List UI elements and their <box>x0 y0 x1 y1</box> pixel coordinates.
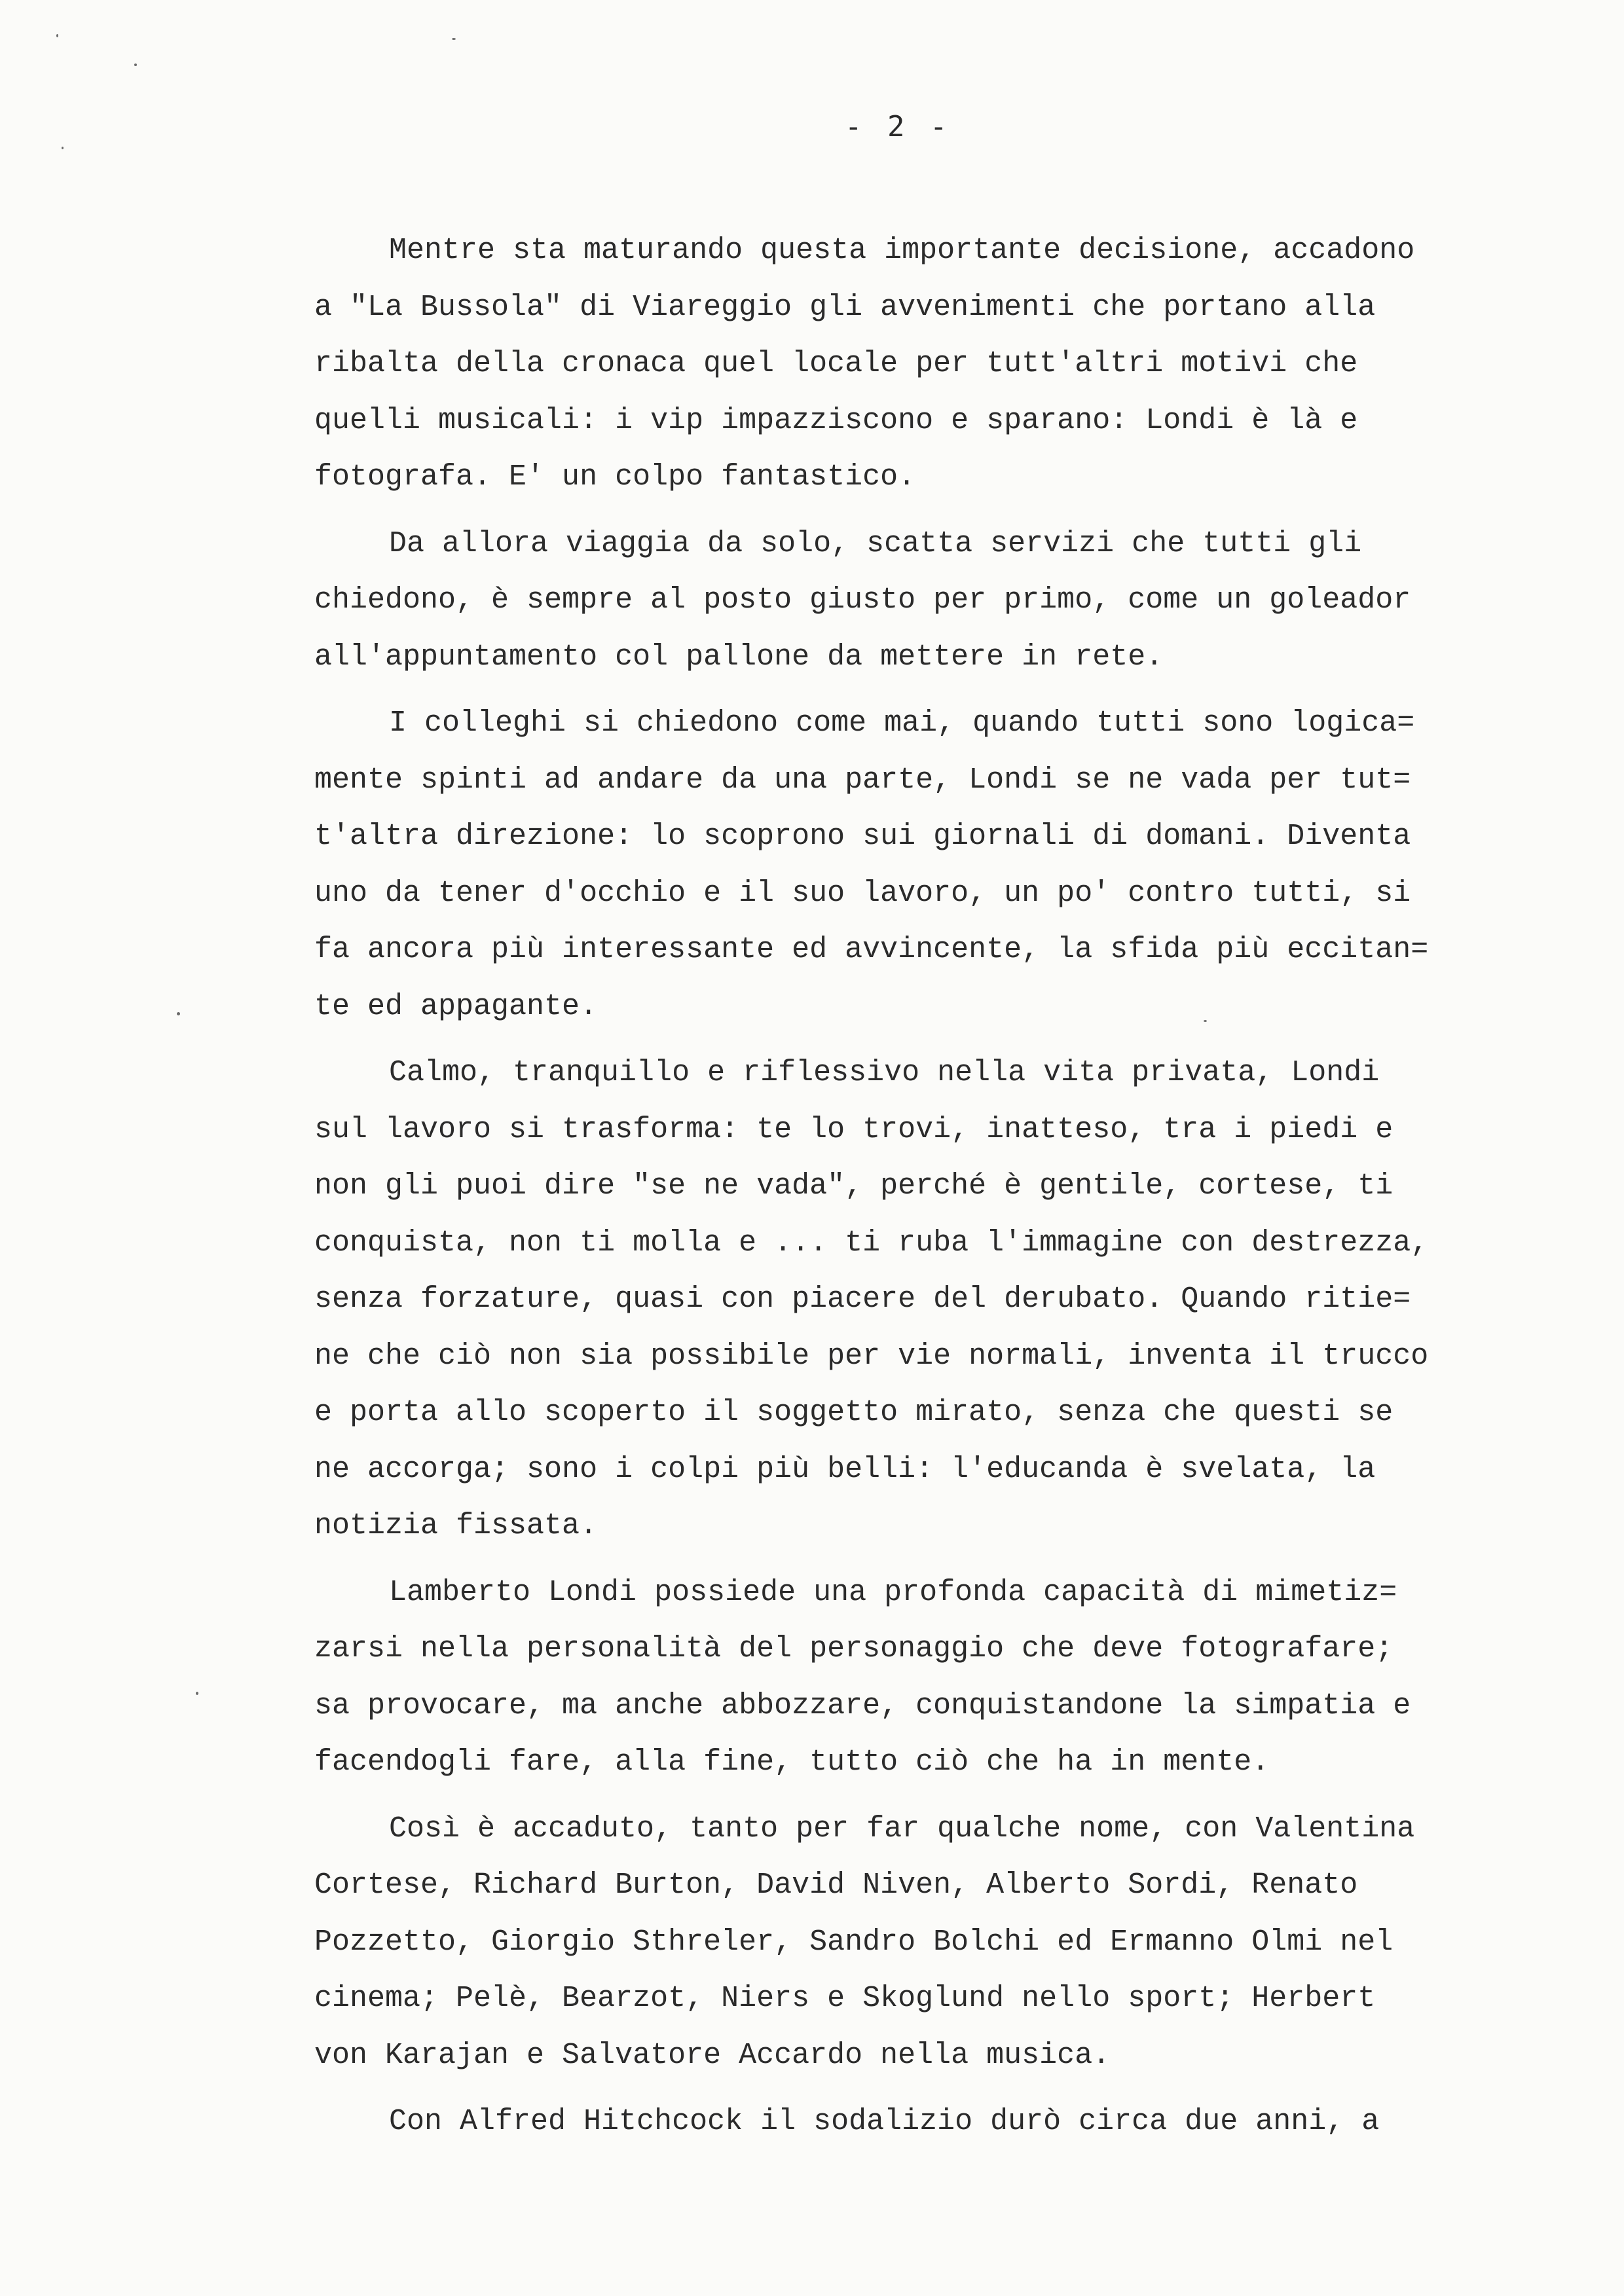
scan-speck <box>452 38 456 40</box>
text-line: chiedono, è sempre al posto giusto per primo, come un goleador <box>314 583 1411 617</box>
paragraph <box>314 1565 1572 1791</box>
text-line: all'appuntamento col pallone da mettere in rete. <box>314 640 1164 674</box>
text-line: notizia fissata. <box>314 1509 598 1542</box>
scan-speck <box>196 1692 198 1695</box>
text-line: t'altra direzione: lo scoprono sui giornali di domani. Diventa <box>314 820 1411 853</box>
text-line: senza forzature, quasi con piacere del derubato. Quando ritie= <box>314 1283 1411 1316</box>
text-line: sa provocare, ma anche abbozzare, conquistandone la simpatia e <box>314 1688 1411 1722</box>
text-line: fotografa. E' un colpo fantastico. <box>314 460 916 494</box>
text-line: Con Alfred Hitchcock il sodalizio durò circa due anni, a <box>389 2105 1380 2138</box>
text-line: cinema; Pelè, Bearzot, Niers e Skoglund nello sport; Herbert <box>314 1982 1376 2015</box>
text-line: I colleghi si chiedono come mai, quando tutti sono logica= <box>389 706 1415 740</box>
paragraph <box>314 1045 1572 1555</box>
text-line: te ed appagante. <box>314 989 598 1023</box>
text-line: ne che ciò non sia possibile per vie normali, inventa il trucco <box>314 1339 1429 1373</box>
scan-speck <box>62 147 64 149</box>
scan-speck <box>56 34 58 37</box>
text-line: a "La Bussola" di Viareggio gli avvenimenti che portano alla <box>314 290 1376 324</box>
text-line: ribalta della cronaca quel locale per tutt'altri motivi che <box>314 347 1358 380</box>
text-line: Calmo, tranquillo e riflessivo nella vita privata, Londi <box>389 1056 1380 1089</box>
text-line: Da allora viaggia da solo, scatta servizi che tutti gli <box>389 526 1362 560</box>
text-line: non gli puoi dire "se ne vada", perché è gentile, cortese, ti <box>314 1169 1393 1203</box>
paragraph <box>314 1801 1572 2085</box>
text-line: mente spinti ad andare da una parte, Londi se ne vada per tut= <box>314 763 1411 797</box>
text-line: uno da tener d'occhio e il suo lavoro, un po' contro tutti, si <box>314 876 1411 910</box>
text-line: ne accorga; sono i colpi più belli: l'educanda è svelata, la <box>314 1452 1376 1486</box>
scan-speck <box>177 1012 180 1015</box>
text-line: conquista, non ti molla e ... ti ruba l'immagine con destrezza, <box>314 1226 1429 1260</box>
text-line: facendogli fare, alla fine, tutto ciò che ha in mente. <box>314 1745 1270 1779</box>
text-line: von Karajan e Salvatore Accardo nella musica. <box>314 2038 1111 2072</box>
text-line: Così è accaduto, tanto per far qualche nome, con Valentina <box>389 1812 1415 1846</box>
paragraph <box>314 223 1572 506</box>
body-text <box>314 223 1572 2160</box>
text-line: e porta allo scoperto il soggetto mirato, senza che questi se <box>314 1396 1393 1429</box>
scan-speck <box>134 64 137 66</box>
text-line: Mentre sta maturando questa importante decisione, accadono <box>389 234 1415 267</box>
text-line: zarsi nella personalità del personaggio che deve fotografare; <box>314 1632 1393 1666</box>
text-line: sul lavoro si trasforma: te lo trovi, inatteso, tra i piedi e <box>314 1112 1393 1146</box>
scan-speck <box>1204 1020 1207 1022</box>
page-number: - 2 - <box>845 110 951 143</box>
text-line: quelli musicali: i vip impazziscono e sparano: Londi è là e <box>314 403 1358 437</box>
text-line: Pozzetto, Giorgio Sthreler, Sandro Bolchi ed Ermanno Olmi nel <box>314 1925 1393 1959</box>
paragraph <box>314 516 1572 686</box>
text-line: fa ancora più interessante ed avvincente, la sfida più eccitan= <box>314 933 1429 966</box>
text-line: Lamberto Londi possiede una profonda capacità di mimetiz= <box>389 1575 1397 1609</box>
paragraph <box>314 695 1572 1035</box>
text-line: Cortese, Richard Burton, David Niven, Alberto Sordi, Renato <box>314 1868 1358 1902</box>
paragraph <box>314 2094 1572 2151</box>
